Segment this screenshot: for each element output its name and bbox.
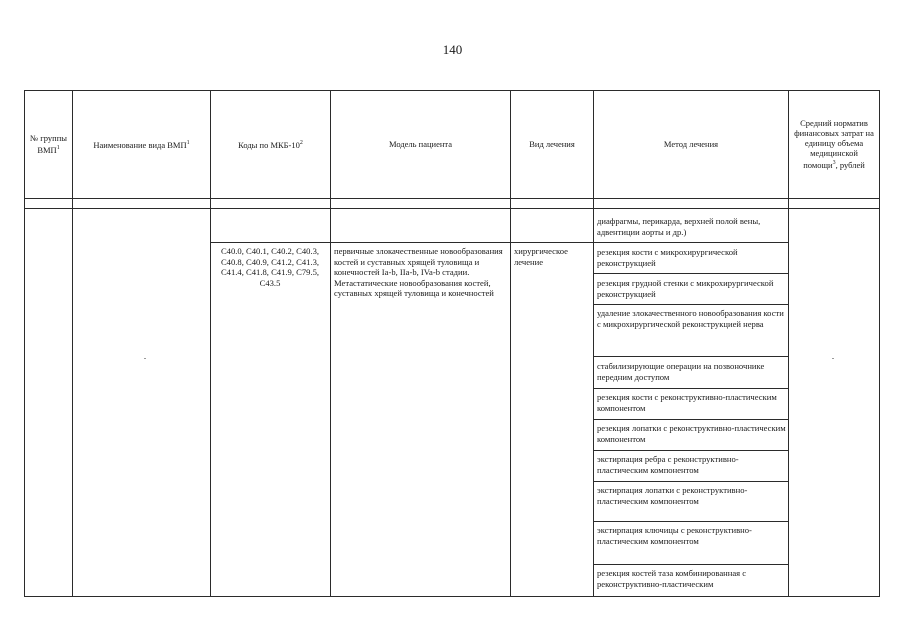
header-bottom-border [24, 198, 880, 199]
header-cost: Средний норматив финансовых затрат на единицу объема медицинской помощи$^3$, рублей [794, 118, 874, 170]
col-border-7 [879, 90, 880, 596]
method-border-8 [593, 521, 788, 522]
method-item: экстирпация ребра с реконструктивно-пластическим компонентом [597, 454, 739, 475]
method-border-0 [593, 242, 788, 243]
patient-model: первичные злокачественные новообразования костей и суставных хрящей туловища и конечностей Ia-b, IIa-b, IVa-b стадии. Метастатические новообразования костей, суставных хрящей туловища и конечностей [334, 246, 503, 299]
method-item: экстирпация лопатки с реконструктивно-пластическим компонентом [597, 485, 748, 506]
method-item: удаление злокачественного новообразования кости с микрохирургической реконструкцией нерва [597, 308, 784, 329]
header-codes: Коды по МКБ-$10^2$ [238, 139, 303, 150]
method-border-9 [593, 564, 788, 565]
header-group: № группы ВМП$^1$ [30, 133, 67, 155]
method-border-6 [593, 450, 788, 451]
method-item: резекция кости с реконструктивно-пластическим компонентом [597, 392, 777, 413]
method-border-7 [593, 481, 788, 482]
icd-codes: C40.0, C40.1, C40.2, C40.3, C40.8, C40.9, C41.2, C41.3, C41.4, C41.8, C41.9, C79.5, C43.5 [220, 246, 320, 288]
method-continued: диафрагмы, перикарда, верхней полой вены, адвентиции аорты и др.) [597, 216, 761, 237]
method-item: стабилизирующие операции на позвоночнике передним доступом [597, 361, 765, 382]
table-bottom-border [24, 596, 880, 597]
treatment-type: хирургическое лечение [514, 246, 568, 267]
method-border-2 [593, 304, 788, 305]
method-item: резекция грудной стенки с микрохирургической реконструкцией [597, 278, 774, 299]
col-border-6 [788, 90, 789, 596]
method-border-3 [593, 356, 788, 357]
row-border-codes-model [210, 242, 593, 243]
method-border-4 [593, 388, 788, 389]
method-item: резекция кости с микрохирургической реконструкцией [597, 247, 738, 268]
scan-speck [832, 358, 834, 359]
header-method: Метод лечения [663, 139, 719, 149]
medical-care-table [24, 90, 880, 596]
header-name: Наименование вида ВМП$^1$ [93, 139, 190, 150]
scan-speck [144, 358, 146, 359]
method-item: резекция костей таза комбинированная с реконструктивно-пластическим [597, 568, 747, 589]
header-treatment-type: Вид лечения [529, 139, 575, 149]
method-item: экстирпация ключицы с реконструктивно-пластическим компонентом [597, 525, 752, 546]
method-item: резекция лопатки с реконструктивно-пластическим компонентом [597, 423, 786, 444]
page-number: 140 [442, 42, 463, 57]
method-border-5 [593, 419, 788, 420]
header-model: Модель пациента [388, 139, 453, 149]
method-border-1 [593, 273, 788, 274]
spacer-row-border [24, 208, 880, 209]
